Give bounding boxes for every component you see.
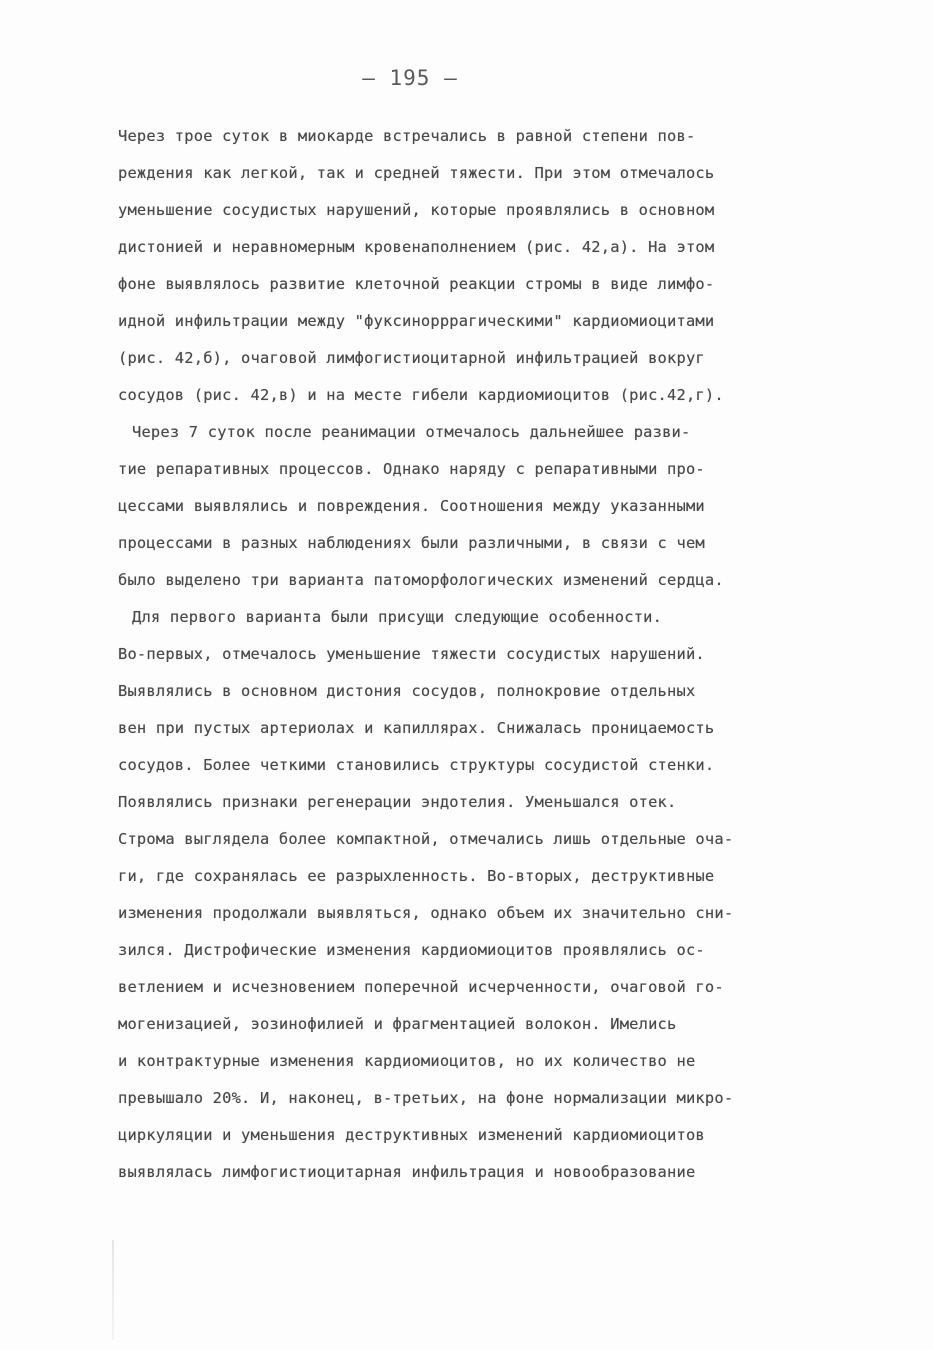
text-line: цессами выявлялись и повреждения. Соотношения между указанными bbox=[118, 497, 705, 515]
text-line: дистонией и неравномерным кровенаполнением (рис. 42,а). На этом bbox=[118, 238, 715, 256]
text-line: идной инфильтрации между "фуксинорррагическими" кардиомиоцитами bbox=[118, 312, 715, 330]
text-line: ветлением и исчезновением поперечной исчерченности, очаговой го- bbox=[118, 978, 724, 996]
body-text bbox=[118, 118, 853, 1191]
text-line: Через 7 суток после реанимации отмечалось дальнейшее разви- bbox=[132, 423, 691, 441]
text-line: Для первого варианта были присущи следующие особенности. bbox=[132, 608, 663, 626]
text-line: зился. Дистрофические изменения кардиомиоцитов проявлялись ос- bbox=[118, 941, 705, 959]
text-line: и контрактурные изменения кардиомиоцитов, но их количество не bbox=[118, 1052, 696, 1070]
text-line: было выделено три варианта патоморфологических изменений сердца. bbox=[118, 571, 724, 589]
text-line: Выявлялись в основном дистония сосудов, полнокровие отдельных bbox=[118, 682, 696, 700]
text-line: превышало 20%. И, наконец, в-третьих, на фоне нормализации микро- bbox=[118, 1089, 734, 1107]
scan-artifact bbox=[112, 1240, 114, 1340]
text-line: сосудов (рис. 42,в) и на месте гибели кардиомиоцитов (рис.42,г). bbox=[118, 386, 724, 404]
text-line: (рис. 42,б), очаговой лимфогистиоцитарной инфильтрацией вокруг bbox=[118, 349, 705, 367]
text-line: сосудов. Более четкими становились структуры сосудистой стенки. bbox=[118, 756, 715, 774]
text-line: изменения продолжали выявляться, однако объем их значительно сни- bbox=[118, 904, 734, 922]
text-line: Появлялись признаки регенерации эндотелия. Уменьшался отек. bbox=[118, 793, 677, 811]
text-line: фоне выявлялось развитие клеточной реакции стромы в виде лимфо- bbox=[118, 275, 715, 293]
text-line: реждения как легкой, так и средней тяжести. При этом отмечалось bbox=[118, 164, 715, 182]
text-line: выявлялась лимфогистиоцитарная инфильтрация и новообразование bbox=[118, 1163, 696, 1181]
page-number: – 195 – bbox=[362, 66, 458, 90]
text-line: ги, где сохранялась ее разрыхленность. Во-вторых, деструктивные bbox=[118, 867, 715, 885]
text-line: тие репаративных процессов. Однако наряду с репаративными про- bbox=[118, 460, 705, 478]
text-line: процессами в разных наблюдениях были различными, в связи с чем bbox=[118, 534, 705, 552]
text-line: Строма выглядела более компактной, отмечались лишь отдельные оча- bbox=[118, 830, 734, 848]
text-line: уменьшение сосудистых нарушений, которые проявлялись в основном bbox=[118, 201, 715, 219]
text-line: вен при пустых артериолах и капиллярах. Снижалась проницаемость bbox=[118, 719, 715, 737]
text-line: Во-первых, отмечалось уменьшение тяжести сосудистых нарушений. bbox=[118, 645, 705, 663]
text-line: циркуляции и уменьшения деструктивных изменений кардиомиоцитов bbox=[118, 1126, 705, 1144]
text-line: Через трое суток в миокарде встречались в равной степени пов- bbox=[118, 127, 696, 145]
text-line: могенизацией, эозинофилией и фрагментацией волокон. Имелись bbox=[118, 1015, 677, 1033]
